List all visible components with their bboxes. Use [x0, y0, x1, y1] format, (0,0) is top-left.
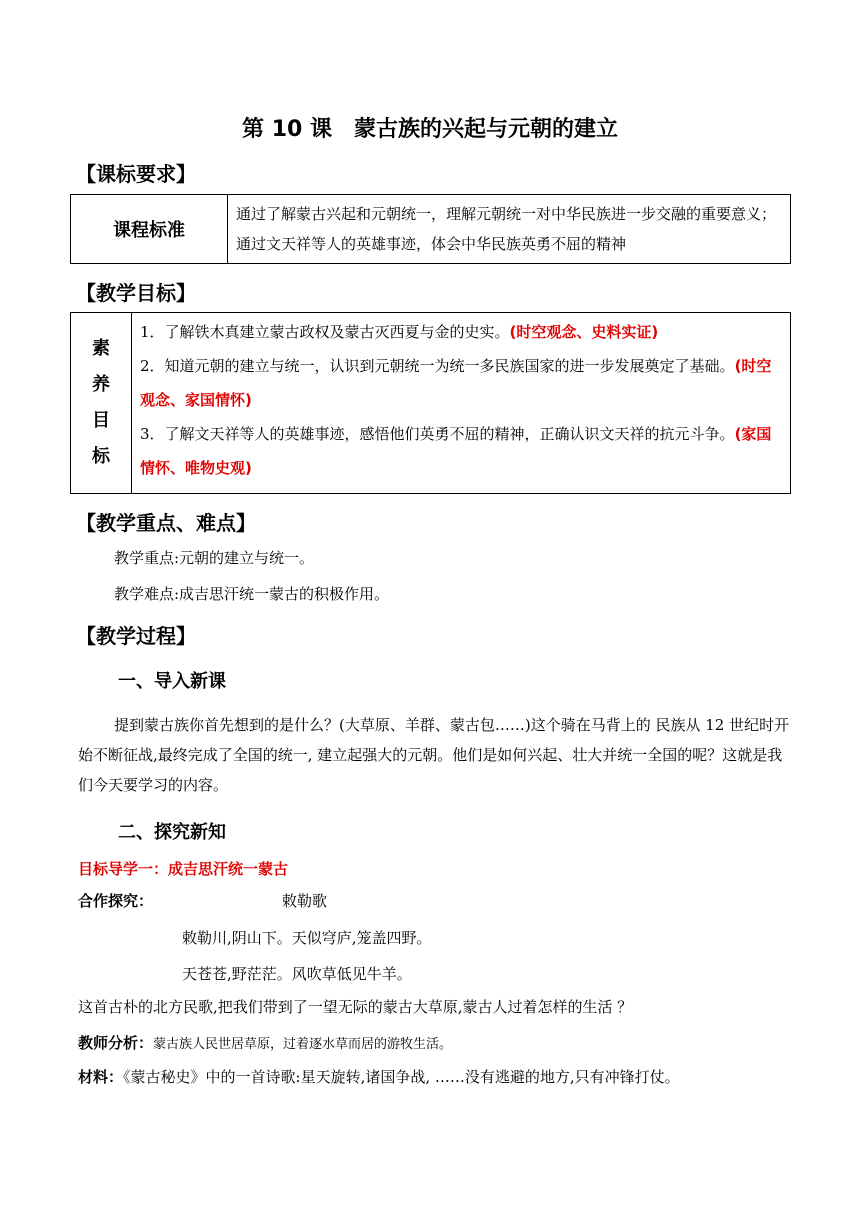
part1-title: 一、导入新课 [118, 671, 226, 692]
material-label: 材料： [78, 1068, 124, 1086]
goal-item: 2．知道元朝的建立与统一，认识到元朝统一为统一多民族国家的进一步发展奠定了基础。(时空观念、家国情怀) [140, 357, 772, 409]
material [78, 1066, 680, 1087]
standards-table [70, 194, 791, 264]
poem-line1: 敕勒川,阴山下。天似穹庐,笼盖四野。 [182, 929, 432, 947]
standards-label-cell [71, 195, 228, 264]
standards-content: 通过了解蒙古兴起和元朝统一，理解元朝统一对中华民族进一步交融的重要意义；通过文天祥等人的英雄事迹，体会中华民族英勇不屈的精神 [228, 195, 791, 264]
goals-content [132, 313, 791, 494]
standards-heading: 【课标要求】 [76, 162, 196, 186]
key-difficulty: 教学难点:成吉思汗统一蒙古的积极作用。 [114, 585, 390, 603]
poem-line2: 天苍苍,野茫茫。风吹草低见牛羊。 [182, 965, 412, 983]
goals-heading: 【教学目标】 [76, 281, 196, 305]
teacher-analysis [78, 1032, 452, 1053]
goals-label-cell [71, 313, 132, 494]
goals-table [70, 312, 791, 494]
key-focus: 教学重点:元朝的建立与统一。 [114, 549, 315, 567]
goals-label: 素 养 目 标 [92, 338, 110, 467]
poem-title: 敕勒歌 [282, 892, 328, 910]
teacher-label: 教师分析： [78, 1034, 154, 1052]
part1-text: 提到蒙古族你首先想到的是什么？(大草原、羊群、蒙古包……)这个骑在马背上的 民族从 12 世纪时开始不断征战,最终完成了全国的统一, 建立起强大的元朝。他们是如何兴起、壮大并统一全国的呢？这就是我们今天要学习的内容。 [78, 716, 790, 794]
question: 这首古朴的北方民歌,把我们带到了一望无际的蒙古大草原,蒙古人过着怎样的生活 ？ [78, 998, 633, 1016]
key-points-heading: 【教学重点、难点】 [76, 511, 256, 535]
page-title: 第 10 课 蒙古族的兴起与元朝的建立 [242, 117, 618, 142]
goal-item: 3．了解文天祥等人的英雄事迹，感悟他们英勇不屈的精神，正确认识文天祥的抗元斗争。(家国情怀、唯物史观) [140, 425, 772, 477]
goal-item: 1．了解铁木真建立蒙古政权及蒙古灭西夏与金的史实。(时空观念、史料实证) [140, 323, 659, 341]
standards-label: 课程标准 [113, 220, 185, 241]
teacher-text: 蒙古族人民世居草原，过着逐水草而居的游牧生活。 [153, 1037, 453, 1052]
material-text: 《蒙古秘史》中的一首诗歌:星天旋转,诸国争战, ……没有逃避的地方,只有冲锋打仗。 [123, 1068, 680, 1086]
coop-label: 合作探究： [78, 892, 154, 910]
goal1-heading: 目标导学一：成吉思汗统一蒙古 [78, 860, 289, 878]
part2-title: 二、探究新知 [118, 822, 226, 843]
process-heading: 【教学过程】 [76, 624, 196, 648]
